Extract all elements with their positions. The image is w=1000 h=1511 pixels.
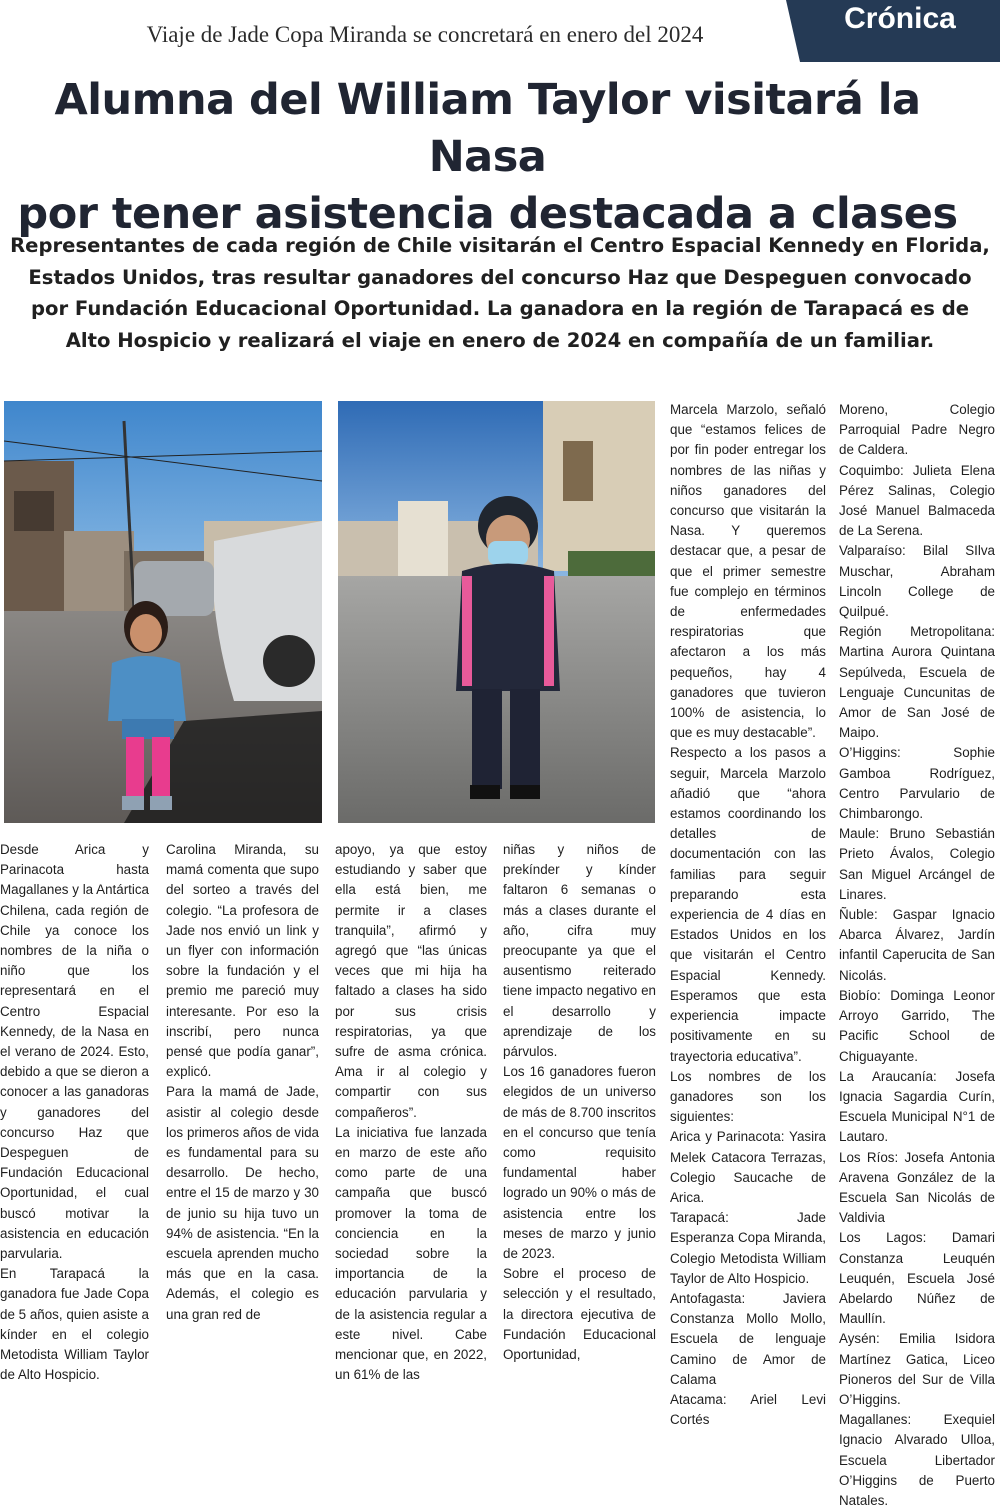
winner-entry: Ñuble: Gaspar Ignacio Abarca Álvarez, Jardín infantil Caperucita de San Nicolás. <box>839 907 995 983</box>
photo-jade-street <box>4 401 322 823</box>
paragraph: Carolina Miranda, su mamá comenta que supo del sorteo a través del colegio. “La profesora de Jade nos envió un link y un flyer con información sobre la fundación y el premio me pareció muy interesante. Por eso la inscribí, pero nunca pensé que podía ganar”, explicó. <box>166 842 319 1080</box>
winner-entry: Los Ríos: Josefa Antonia Aravena González de la Escuela San Nicolás de Valdivia <box>839 1149 995 1226</box>
article-column-2 <box>166 840 319 1322</box>
paragraph: Respecto a los pasos a seguir, Marcela Marzolo añadió que “ahora estamos coordinando los detalles de documentación con las familias para seguir preparando esta experiencia de 4 días en Estados Unidos en los que visitarán el Centro Espacial Kennedy. Esperamos que esta experiencia impacte positivamente en su trayectoria educativa”. <box>670 745 826 1064</box>
paragraph: Marcela Marzolo, señaló que “estamos felices de por fin poder entregar los nombres de las niñas y niños ganadores del concurso que visitarán la Nasa. Y queremos destacar que, a pesar de que el primer semestre fue complejo en términos de enfermedades respiratorias que afectaron a los más pequeños, hay 4 ganadores que tuvieron 100% de asistencia, lo que es muy destacable”. <box>670 402 826 741</box>
lead-paragraph: Representantes de cada región de Chile visitarán el Centro Espacial Kennedy en Florida, Estados Unidos, tras resultar ganadores del concurso Haz que Despeguen convocado por Fundación Educacional Oportunidad. La ganadora en la región de Tarapacá es de Alto Hospicio y realizará el viaje en enero de 2024 en compañía de un familiar. <box>10 234 990 352</box>
paragraph: apoyo, ya que estoy estudiando y saber que ella está bien, me permite ir a clases tranquila”, afirmó y agregó que “las únicas veces que mi hija ha faltado a clases ha sido por sus crisis respiratorias, ya que sufre de asma crónica. Ama ir al colegio y compartir con sus compañeros”. <box>335 842 487 1120</box>
paragraph: Los 16 ganadores fueron elegidos de un universo de más de 8.700 inscritos en el concurso que tenía como requisito fundamental haber logrado un 90% o más de asistencia entre los meses de marzo y junio de 2023. <box>503 1064 656 1262</box>
winner-entry: Coquimbo: Julieta Elena Pérez Salinas, Colegio José Manuel Balmaceda de La Serena. <box>839 462 995 539</box>
section-label: Crónica <box>844 2 956 35</box>
paragraph: En Tarapacá la ganadora fue Jade Copa de 5 años, quien asiste a kínder en el colegio Metodista William Taylor de Alto Hospicio. <box>0 1266 149 1383</box>
winner-entry: Aysén: Emilia Isidora Martínez Gatica, Liceo Pioneros del Sur de Villa O’Higgins. <box>839 1331 995 1407</box>
winner-entry: Magallanes: Exequiel Ignacio Alvarado Ulloa, Escuela Libertador O’Higgins de Puerto Natales. <box>839 1412 995 1508</box>
winner-entry: Los Lagos: Damari Constanza Leuquén Leuquén, Escuela José Abelardo Núñez de Maullín. <box>839 1230 995 1327</box>
paragraph: Sobre el proceso de selección y el resultado, la directora ejecutiva de Fundación Educacional Oportunidad, <box>503 1266 656 1363</box>
winner-entry: Maule: Bruno Sebastián Prieto Ávalos, Colegio San Miguel Arcángel de Linares. <box>839 826 995 902</box>
paragraph: Los nombres de los ganadores son los siguientes: <box>670 1068 826 1125</box>
paragraph: Para la mamá de Jade, asistir al colegio desde los primeros años de vida es fundamental para su desarrollo. De hecho, entre el 15 de marzo y 30 de junio su hija tuvo un 94% de asistencia. “En la escuela aprenden mucho más que en la casa. Además, el colegio es una gran red de <box>166 1084 319 1322</box>
photo-jade-school <box>338 401 655 823</box>
photo-jade-school-image <box>338 401 655 823</box>
article-column-1 <box>0 840 149 1383</box>
winner-entry: Tarapacá: Jade Esperanza Copa Miranda, Colegio Metodista William Taylor de Alto Hospicio. <box>670 1210 826 1286</box>
winner-entry: Moreno, Colegio Parroquial Padre Negro de Caldera. <box>839 402 995 458</box>
headline-line-2: por tener asistencia destacada a clases <box>17 189 958 239</box>
photo-jade-street-image <box>4 401 322 823</box>
winner-entry: Atacama: Ariel Levi Cortés <box>670 1391 826 1428</box>
winner-entry: Biobío: Dominga Leonor Arroyo Garrido, The Pacific School de Chiguayante. <box>839 987 995 1064</box>
winner-entry: La Araucanía: Josefa Ignacia Sagardia Curín, Escuela Municipal N°1 de Lautaro. <box>839 1068 995 1145</box>
paragraph: La iniciativa fue lanzada en marzo de este año como parte de una campaña que buscó promover la toma de conciencia en la sociedad sobre la importancia de la educación parvularia y de la asistencia regular a este nivel. Cabe mencionar que, en 2022, un 61% de las <box>335 1124 487 1383</box>
paragraph: niñas y niños de prekínder y kínder faltaron 6 semanas o más a clases durante el año, cifra muy preocupante ya que el ausentismo reiterado tiene impacto negativo en el desarrollo y aprendizaje de los párvulos. <box>503 842 656 1060</box>
section-tab <box>800 0 1000 62</box>
article-column-4 <box>503 840 656 1363</box>
article-column-6 <box>839 400 995 1508</box>
paragraph: Desde Arica y Parinacota hasta Magallanes y la Antártica Chilena, cada región de Chile ya conoce los nombres de la niña o niño que los representará en el Centro Espacial Kennedy, de la Nasa en el verano de 2024. Esto, debido a que se dieron a conocer a las ganadoras y ganadores del concurso Haz que Despeguen de Fundación Educacional Oportunidad, el cual buscó motivar la asistencia en educación parvularia. <box>0 842 149 1262</box>
headline-line-1: Alumna del William Taylor visitará la Nasa <box>54 75 921 182</box>
winner-entry: Arica y Parinacota: Yasira Melek Catacora Terrazas, Colegio Saucache de Arica. <box>670 1129 826 1205</box>
winner-entry: Región Metropolitana: Martina Aurora Quintana Sepúlveda, Escuela de Lenguaje Cuncunitas de Amor de San José de Maipo. <box>839 624 995 741</box>
winner-entry: Valparaíso: Bilal SIlva Muschar, Abraham Lincoln College de Quilpué. <box>839 543 995 620</box>
winner-entry: O’Higgins: Sophie Gamboa Rodríguez, Centro Parvulario de Chimbarongo. <box>839 745 995 822</box>
headline <box>0 72 975 243</box>
kicker: Viaje de Jade Copa Miranda se concretará en enero del 2024 <box>146 22 704 47</box>
article-column-5 <box>670 400 826 1428</box>
article-column-3 <box>335 840 487 1383</box>
winner-entry: Antofagasta: Javiera Constanza Mollo Mollo, Escuela de lenguaje Camino de Amor de Calama <box>670 1290 826 1387</box>
